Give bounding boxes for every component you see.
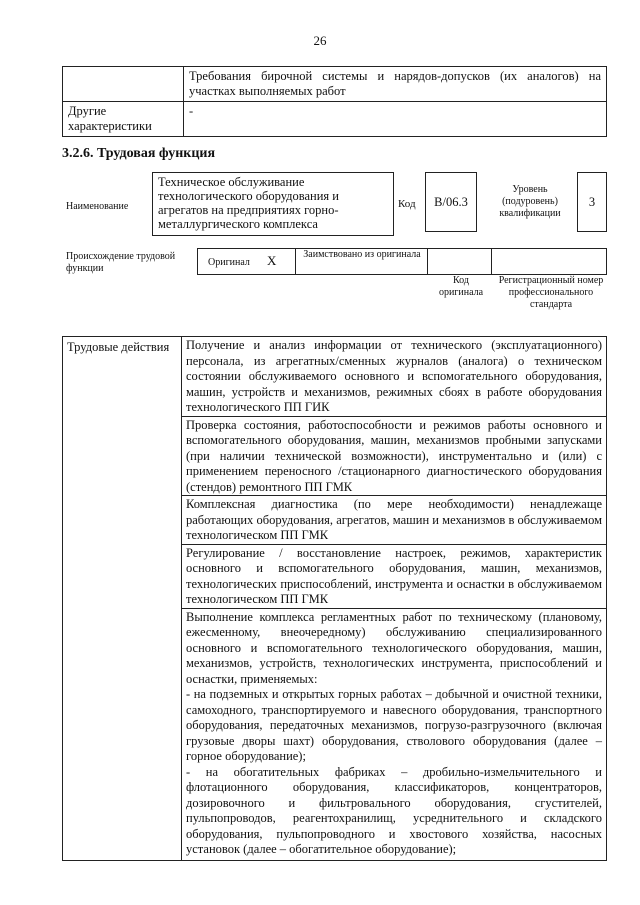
table-cell-value: - — [184, 102, 607, 137]
section-heading: 3.2.6. Трудовая функция — [62, 146, 216, 161]
level-label: Уровень (подуровень) квалификации — [499, 184, 561, 219]
action-item-bullet: - на обогатительных фабриках – дробильно-измельчительного и флотационного оборудования, классификаторов, концентраторов, дозировочного и фильтровального оборудования, сгустителей, пульпопроводов, реагентохранилищ, усреднительного и складского оборудования, пульпопроводного и хвостового хозяйства, насосных установок (далее – обогатительное оборудование); — [186, 764, 602, 856]
top-table — [62, 66, 607, 137]
level-value: 3 — [577, 172, 607, 232]
table-cell-label: Другие характеристики — [63, 102, 184, 137]
original-cell — [197, 248, 297, 275]
borrowed-cell: Заимствовано из оригинала — [295, 248, 429, 275]
code-label: Код — [398, 198, 416, 210]
table-cell-label — [63, 67, 184, 102]
table-cell-value: Требования бирочной системы и нарядов-допусков (их аналогов) на участках выполняемых работ — [184, 67, 607, 102]
action-item: Проверка состояния, работоспособности и режимов работы основного и вспомогательного оборудования, машин, механизмов пробными запусками (при наличии технической возможности), инструментально и (или) с применением переносного /стационарного диагностического оборудования (стендов) ремонтного ПП ГМК — [182, 416, 607, 496]
action-item-bullet: - на подземных и открытых горных работах – добычной и очистной техники, самоходного, транспортируемого и навесного оборудования, транспортного оборудования, передаточных механизмов, погрузо-разгрузочного (включая грузовые дворы шахт) оборудования, стволового оборудования (далее – горное оборудование); — [186, 687, 602, 763]
actions-label: Трудовые действия — [63, 337, 182, 861]
original-label: Оригинал — [208, 257, 250, 268]
reg-number-caption: Регистрационный номер профессионального стандарта — [498, 275, 604, 310]
action-item: Получение и анализ информации от технического (эксплуатационного) персонала, из агрегатных/сменных журналов (аналога) о техническом состоянии обслуживаемого основного и вспомогательного оборудования, машин, устройств и механизмов, режимных сбоях в работе оборудования технологического ПП ГИК — [182, 337, 607, 417]
table-row — [63, 102, 607, 137]
actions-table — [62, 336, 607, 861]
name-label: Наименование — [66, 201, 129, 212]
code-original-cell — [427, 248, 493, 275]
name-value: Техническое обслуживание технологического оборудования и агрегатов на предприятиях горно-металлургического комплекса — [152, 172, 394, 236]
action-item: Регулирование / восстановление настроек, режимов, характеристик основного и вспомогательного оборудования, машин, механизмов, технологических приспособлений, инструмента и оснастки в обслуживаемом технологическом ПП ГМК — [182, 544, 607, 608]
code-value: B/06.3 — [425, 172, 477, 232]
table-row — [63, 67, 607, 102]
original-mark: X — [267, 253, 277, 268]
code-original-caption: Код оригинала — [438, 275, 484, 298]
origin-label: Происхождение трудовой функции — [66, 251, 176, 274]
action-item-intro: Выполнение комплекса регламентных работ по техническому (плановому, ежесменному, внеочередному) обслуживанию специализированного основного и вспомогательного технологического оборудования, машин, механизмов, устройств, технологических инструмента, приспособлений и оснастки, применяемых: — [186, 609, 602, 686]
action-item: Комплексная диагностика (по мере необходимости) ненадлежаще работающих оборудования, агрегатов, машин и механизмов в обслуживаемом технологическом ПП ГМК — [182, 496, 607, 545]
action-item-complex — [182, 608, 607, 860]
table-row — [63, 337, 607, 417]
reg-number-cell — [491, 248, 607, 275]
page-number: 26 — [313, 33, 327, 48]
